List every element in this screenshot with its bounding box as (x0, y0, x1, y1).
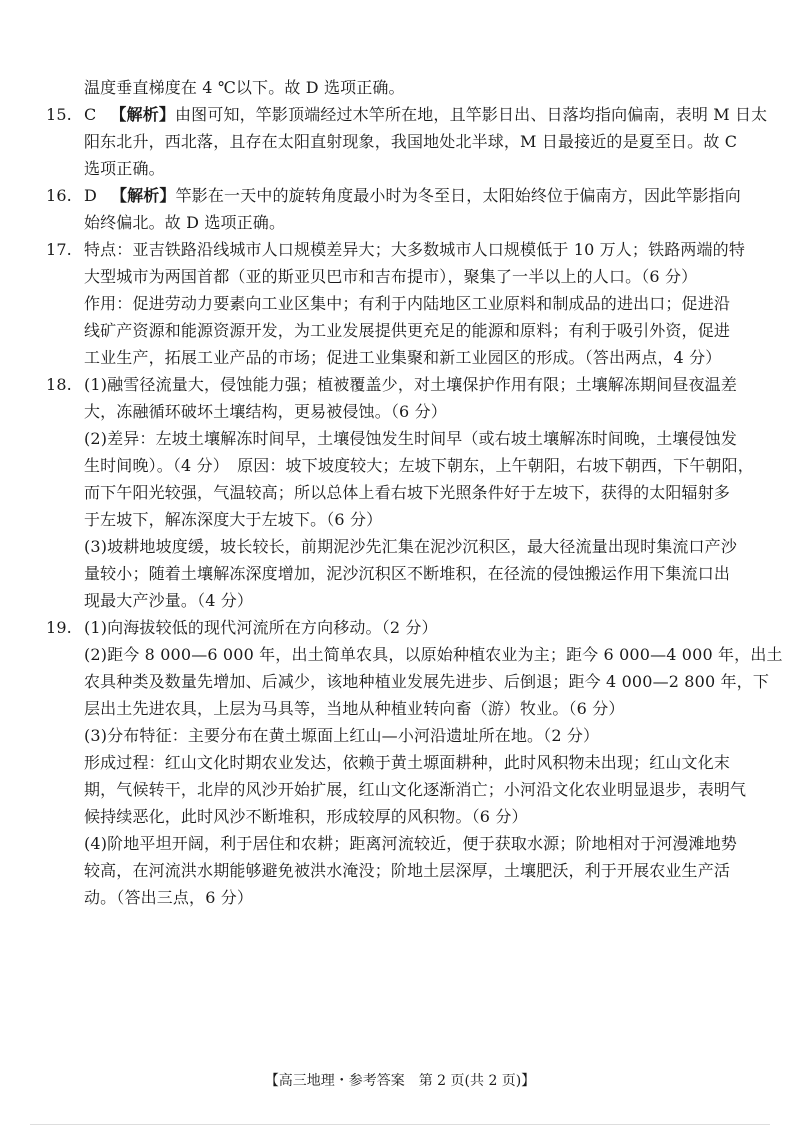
q18-line-1 (46, 371, 737, 398)
q15-analysis-tag: 【解析】 (110, 105, 176, 124)
q16-number: 16. (46, 186, 72, 205)
q18-line-2: 大，冻融循环破坏土壤结构，更易被侵蚀。（6 分） (84, 402, 447, 421)
q19-text-1: (1)向海拔较低的现代河流所在方向移动。（2 分） (84, 618, 438, 637)
q15-answer: C (84, 105, 97, 124)
q18-line-5: 而下午阳光较强，气温较高；所以总体上看右坡下光照条件好于左坡下，获得的太阳辐射多 (84, 483, 731, 502)
q17-line-5: 工业生产，拓展工业产品的市场；促进工业集聚和新工业园区的形成。（答出两点，4 分） (84, 348, 722, 367)
q17-line-4: 线矿产资源和能源资源开发，为工业发展提供更充足的能源和原料；有利于吸引外资，促进 (84, 321, 731, 340)
q18-number: 18. (46, 375, 72, 394)
q19-line-2: (2)距今 8 000—6 000 年，出土简单农具，以原始种植农业为主；距今 6 000—4 000 年，出土 (84, 645, 783, 664)
q19-line-8: 候持续恶化，此时风沙不断堆积，形成较厚的风积物。（6 分） (84, 807, 528, 826)
q19-line-10: 较高，在河流洪水期能够避免被洪水淹没；阶地土层深厚，土壤肥沃，利于开展农业生产活 (84, 861, 731, 880)
bottom-divider (30, 1124, 770, 1125)
q18-text-1: (1)融雪径流量大，侵蚀能力强；植被覆盖少，对土壤保护作用有限；土壤解冻期间昼夜温差 (84, 375, 737, 394)
q17-line-2: 大型城市为两国首都（亚的斯亚贝巴市和吉布提市），聚集了一半以上的人口。（6 分） (84, 267, 698, 286)
q17-text-1: 特点：亚吉铁路沿线城市人口规模差异大；大多数城市人口规模低于 10 万人；铁路两端的特 (84, 240, 745, 259)
q19-line-9: (4)阶地平坦开阔，利于居住和农耕；距离河流较近，便于获取水源；阶地相对于河漫滩地势 (84, 834, 737, 853)
q16-analysis-tag: 【解析】 (110, 186, 176, 205)
q15-number: 15. (46, 105, 72, 124)
q16-line-2: 始终偏北。故 D 选项正确。 (84, 213, 286, 232)
q19-line-6: 形成过程：红山文化时期农业发达，依赖于黄土塬面耕种，此时风积物未出现；红山文化末 (84, 753, 731, 772)
q18-line-3: (2)差异：左坡土壤解冻时间早，土壤侵蚀发生时间早（或右坡土壤解冻时间晚，土壤侵蚀发 (84, 429, 737, 448)
q19-line-7: 期，气候转干，北岸的风沙开始扩展，红山文化逐渐消亡；小河沿文化农业明显退步，表明气 (84, 780, 747, 799)
q19-line-4: 层出土先进农具，上层为马具等，当地从种植业转向畜（游）牧业。（6 分） (84, 699, 625, 718)
q16-answer: D (84, 186, 97, 205)
q19-line-3: 农具种类及数量先增加、后减少，该地种植业发展先进步、后倒退；距今 4 000—2 800 年，下 (84, 672, 769, 691)
q16-line-1 (46, 182, 741, 209)
q19-line-5: (3)分布特征：主要分布在黄土塬面上红山—小河沿遗址所在地。（2 分） (84, 726, 600, 745)
q18-line-9: 现最大产沙量。（4 分） (84, 591, 254, 610)
q19-number: 19. (46, 618, 72, 637)
q15-line-2: 阳东北升，西北落，且存在太阳直射现象，我国地处北半球，M 日最接近的是夏至日。故 C (84, 132, 738, 151)
q17-line-3: 作用：促进劳动力要素向工业区集中；有利于内陆地区工业原料和制成品的进出口；促进沿 (84, 294, 731, 313)
q15-line-1 (46, 101, 768, 128)
q18-line-7: (3)坡耕地坡度缓，坡长较长，前期泥沙先汇集在泥沙沉积区，最大径流量出现时集流口产沙 (84, 537, 737, 556)
q16-text-1: 竿影在一天中的旋转角度最小时为冬至日，太阳始终位于偏南方，因此竿影指向 (175, 186, 741, 205)
q18-line-6: 于左坡下，解冻深度大于左坡下。（6 分） (84, 510, 383, 529)
q18-line-8: 量较小；随着土壤解冻深度增加，泥沙沉积区不断堆积，在径流的侵蚀搬运作用下集流口出 (84, 564, 731, 583)
q17-number: 17. (46, 240, 72, 259)
q19-line-11: 动。（答出三点，6 分） (84, 888, 254, 907)
q15-line-3: 选项正确。 (84, 159, 165, 178)
answer-content (46, 74, 783, 911)
q17-line-1 (46, 236, 745, 263)
page-footer: 【高三地理・参考答案 第 2 页(共 2 页)】 (264, 1073, 536, 1089)
q19-line-1 (46, 614, 724, 641)
q15-text-1: 由图可知，竿影顶端经过木竿所在地，且竿影日出、日落均指向偏南，表明 M 日太 (175, 105, 768, 124)
q18-line-4: 生时间晚）。（4 分） 原因：坡下坡度较大；左坡下朝东，上午朝阳，右坡下朝西，下午朝阳， (84, 456, 754, 475)
q14-line-1: 温度垂直梯度在 4 ℃以下。故 D 选项正确。 (84, 78, 405, 97)
